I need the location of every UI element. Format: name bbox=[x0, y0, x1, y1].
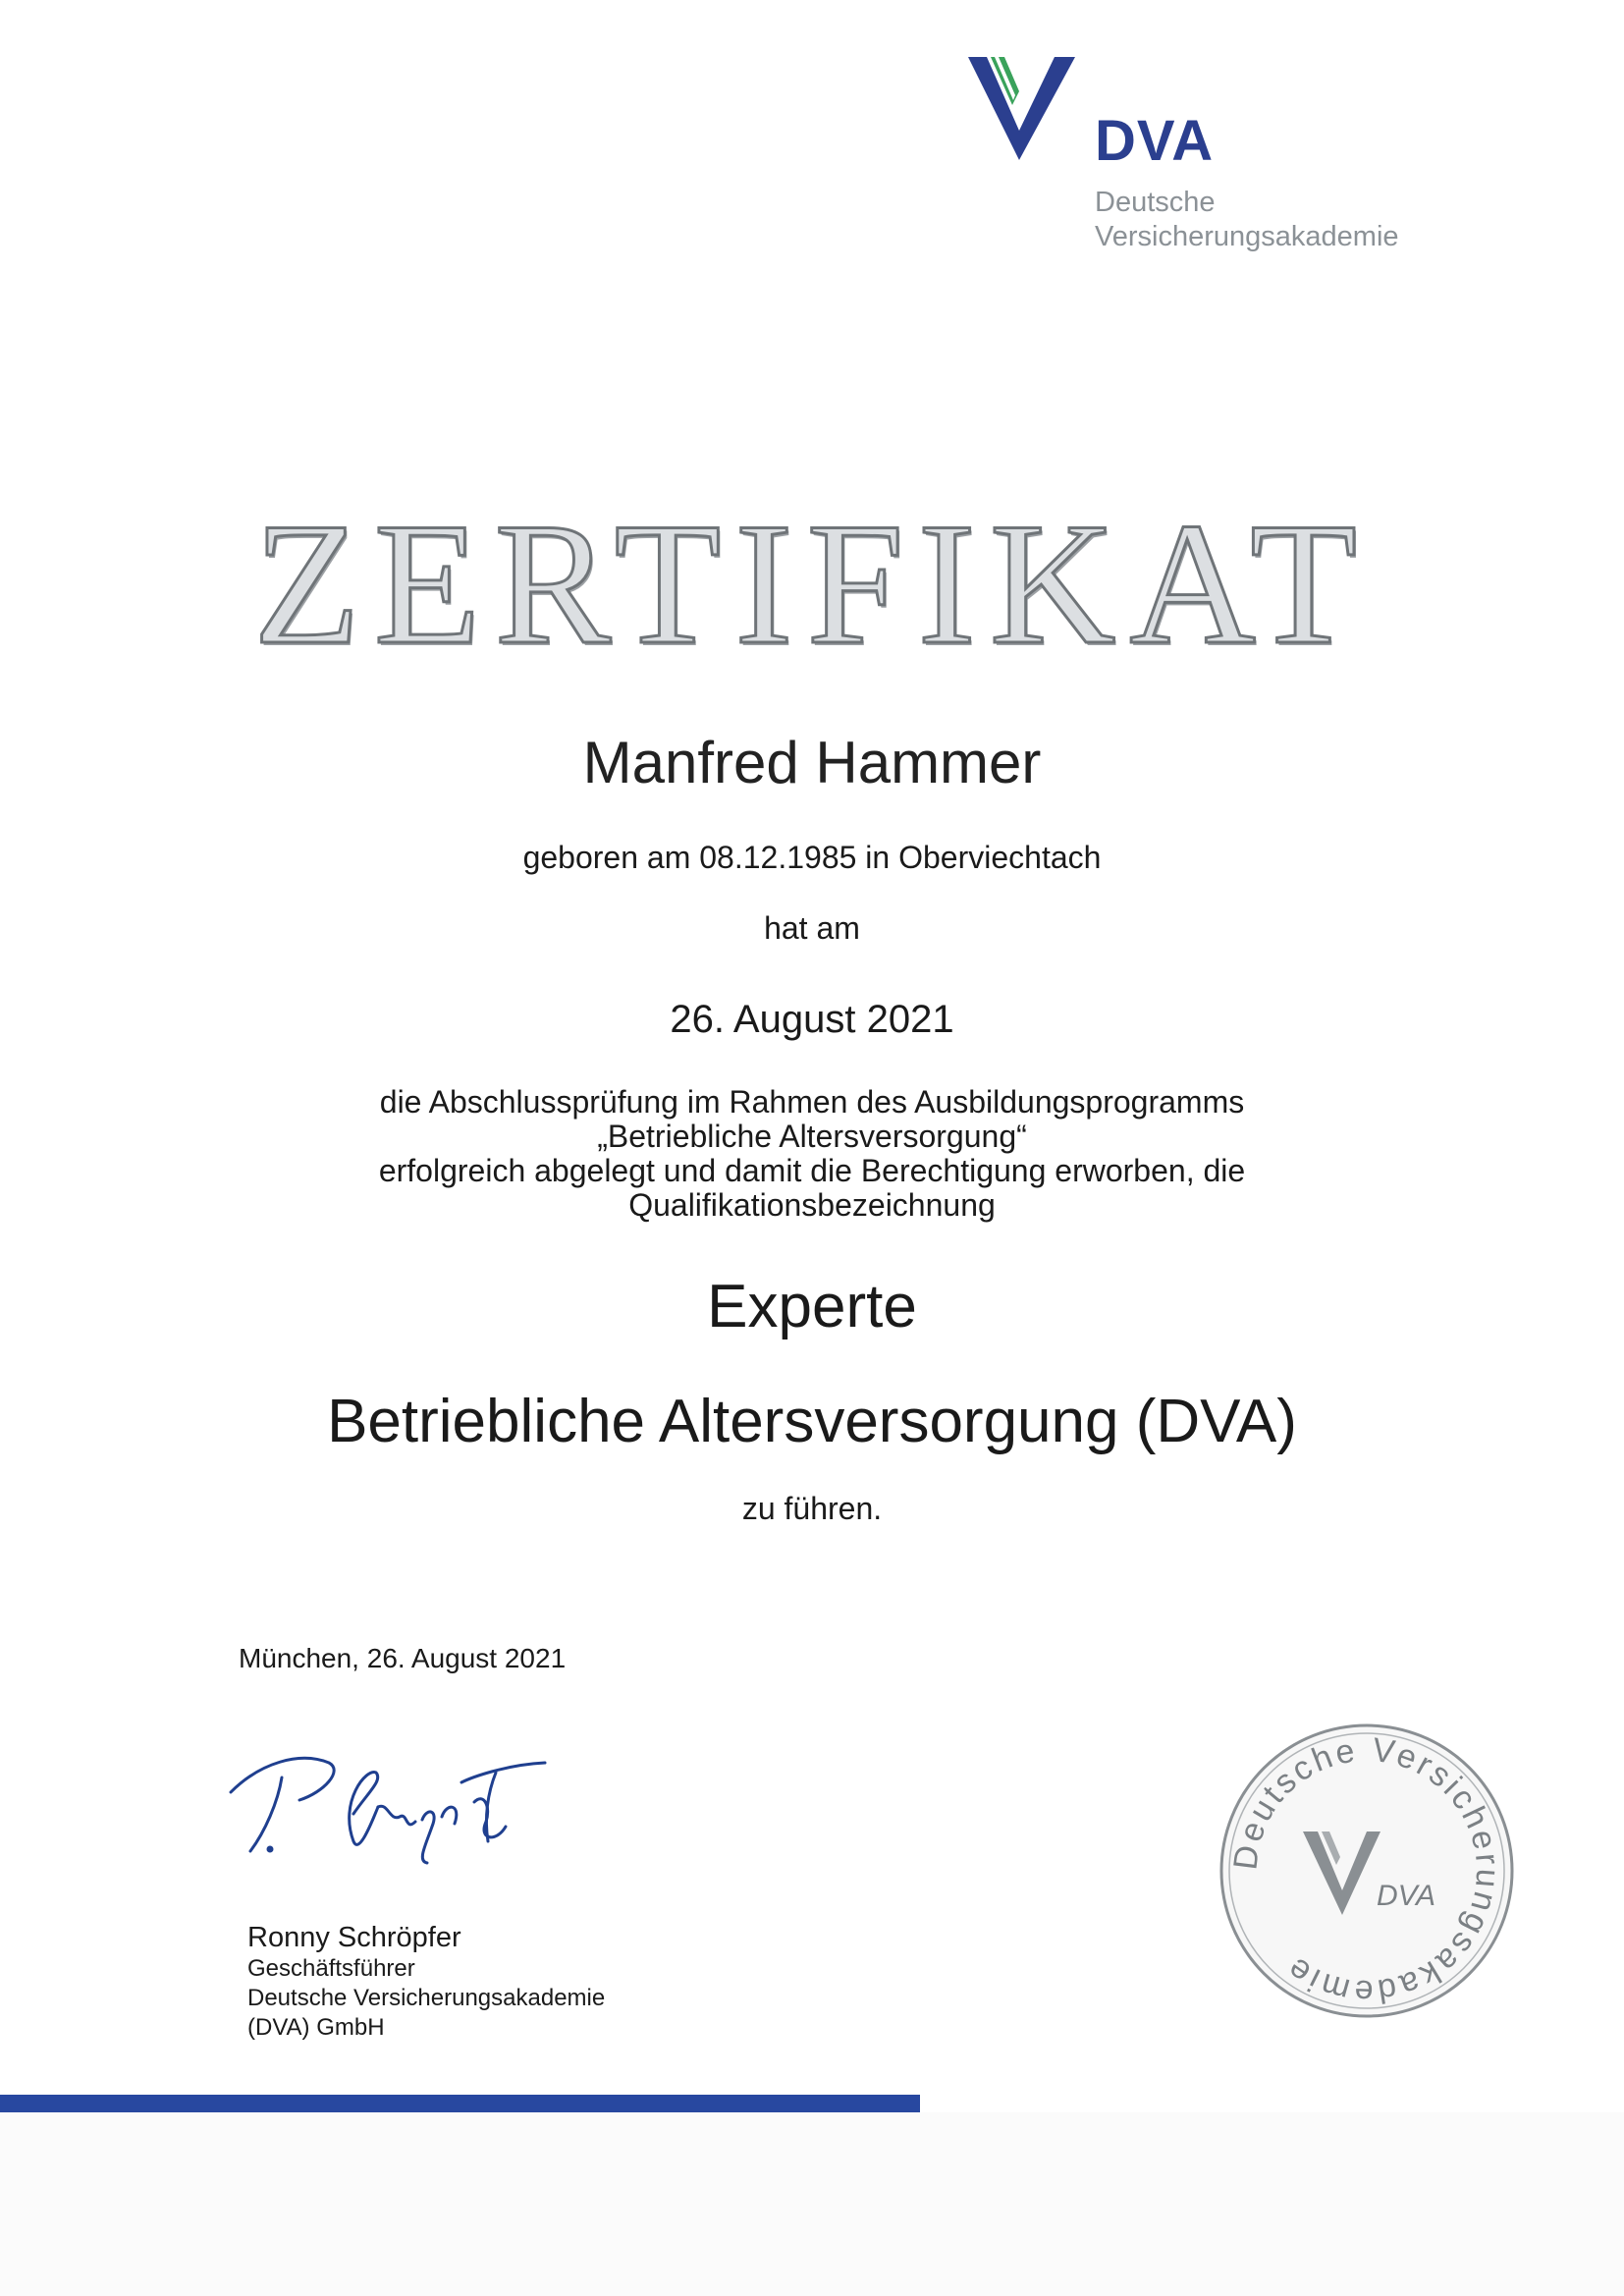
page-bottom-margin bbox=[0, 2112, 1624, 2296]
logo-abbreviation: DVA bbox=[1095, 109, 1215, 173]
qualification-subject: Betriebliche Altersversorgung (DVA) bbox=[327, 1388, 1297, 1455]
signer-name: Ronny Schröpfer bbox=[247, 1922, 461, 1953]
hat-am-text: hat am bbox=[764, 910, 860, 946]
place-and-date: München, 26. August 2021 bbox=[239, 1643, 567, 1673]
certificate-body bbox=[0, 1085, 1624, 1223]
seal-center-text: DVA bbox=[1377, 1880, 1436, 1912]
qualification-title: Experte bbox=[707, 1273, 917, 1340]
body-line: Qualifikationsbezeichnung bbox=[628, 1187, 996, 1223]
signer-title: Geschäftsführer bbox=[247, 1955, 415, 1982]
body-line: erfolgreich abgelegt und damit die Berechtigung erworben, die bbox=[378, 1153, 1246, 1188]
dva-v-icon bbox=[965, 54, 1083, 162]
signer-organization-suffix: (DVA) GmbH bbox=[247, 2014, 385, 2041]
signer-block bbox=[247, 1921, 605, 2043]
logo-name-line2: Versicherungsakademie bbox=[1095, 221, 1399, 252]
birth-info: geboren am 08.12.1985 in Oberviechtach bbox=[522, 840, 1102, 875]
body-line: die Abschlussprüfung im Rahmen des Ausbildungsprogramms bbox=[379, 1084, 1245, 1120]
handwritten-signature bbox=[221, 1723, 555, 1871]
dva-logo bbox=[957, 54, 1429, 250]
closing-text: zu führen. bbox=[741, 1491, 883, 1526]
body-line: „Betriebliche Altersversorgung“ bbox=[597, 1119, 1027, 1154]
decorative-bottom-bar bbox=[0, 2095, 920, 2112]
exam-date: 26. August 2021 bbox=[670, 998, 954, 1041]
signer-organization: Deutsche Versicherungsakademie bbox=[247, 1985, 606, 2011]
official-seal bbox=[1210, 1714, 1524, 2028]
certificate-title: ZERTIFIKAT bbox=[253, 486, 1371, 681]
seal-ring-text: Deutsche Versicherungsakademie bbox=[1226, 1730, 1507, 2011]
recipient-name: Manfred Hammer bbox=[582, 730, 1042, 795]
logo-name-line1: Deutsche bbox=[1095, 187, 1216, 218]
